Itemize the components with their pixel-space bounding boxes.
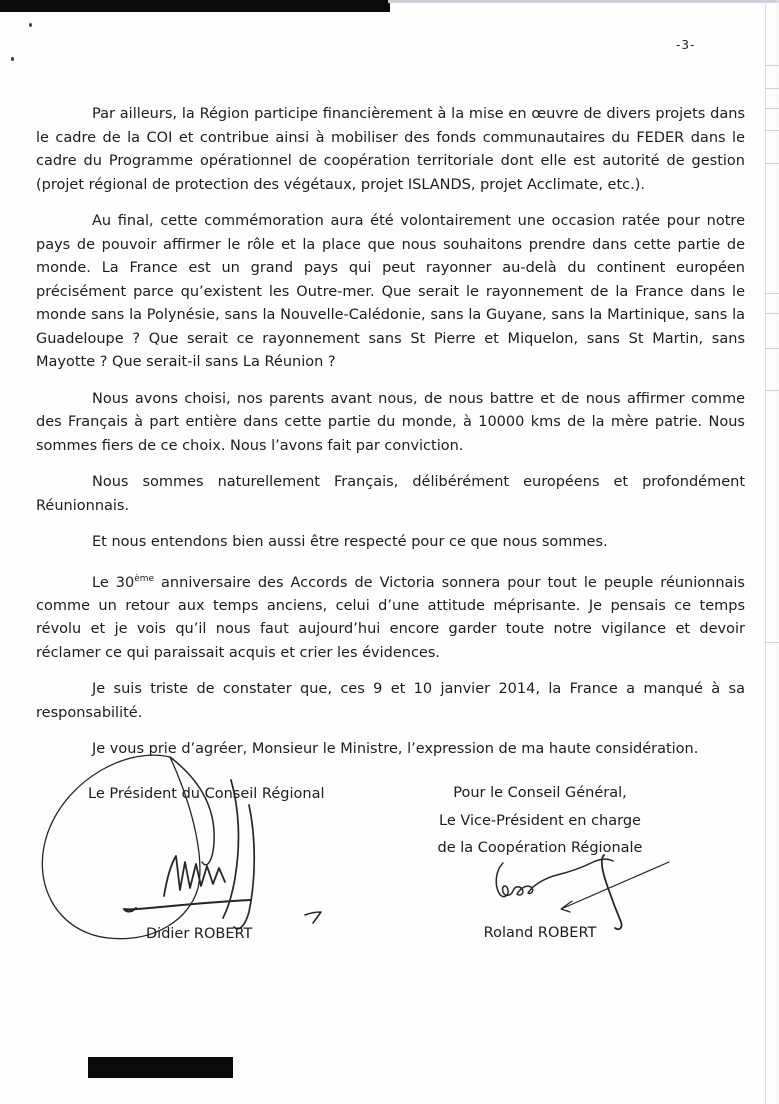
ruled-line-bleed (765, 293, 779, 294)
ruled-line-bleed (765, 108, 779, 109)
paragraph-coi-projects: Par ailleurs, la Région participe financièrement à la mise en œuvre de divers projets dans le cadre de la COI et contribue ainsi à mobiliser des fonds communautaires du FEDER dans le cadre du Programme opérationnel de coopération territoriale dont elle est autorité de gestion (projet régional de protection des végétaux, projet ISLANDS, projet Acclimate, etc.). (36, 106, 745, 193)
ruled-line-bleed (765, 65, 779, 66)
ink-speck (11, 57, 14, 61)
page-number: -3- (676, 38, 696, 52)
ordinal-superscript: ème (134, 573, 155, 584)
signer-title-right-line1: Pour le Conseil Général, (453, 785, 627, 801)
paragraph-francais-europeens: Nous sommes naturellement Français, délibérément européens et profondément Réunionnais. (36, 474, 745, 514)
scan-artifact-top-edge-line (388, 0, 779, 3)
ruled-line-bleed (765, 163, 779, 164)
scan-artifact-top-bar (0, 0, 390, 12)
signature-didier-robert (28, 750, 328, 945)
ruled-line-bleed (765, 88, 779, 89)
paragraph-accords-victoria (36, 568, 745, 666)
pen-mark-arrow (303, 908, 325, 926)
ruled-line-bleed (765, 130, 779, 131)
ruled-line-bleed (765, 348, 779, 349)
signature-roland-robert (455, 850, 705, 935)
signer-title-right-line2: Le Vice-Président en charge (439, 812, 641, 829)
paragraph-text: anniversaire des Accords de Victoria sonnera pour tout le peuple réunionnais comme un retour aux temps anciens, celui d’une attitude méprisante. Je pensais ce temps révolu et je vois qu’il nous faut aujourd’hui encore garder toute notre vigilance et devoir réclamer ce qui paraissait acquis et crier les évidences. (36, 574, 745, 661)
scan-artifact-bottom-bar (88, 1057, 233, 1078)
ruled-line-bleed (765, 642, 779, 643)
paragraph-commemoration: Au final, cette commémoration aura été volontairement une occasion ratée pour notre pays de pouvoir affirmer le rôle et la place que nous souhaitons prendre dans cette partie de monde. La France est un grand pays qui peut rayonner au-delà du continent européen précisément parce qu’existent les Outre-mer. Que serait le rayonnement de la France dans le monde sans la Polynésie, sans la Nouvelle-Calédonie, sans la Guyane, sans la Martinique, sans la Guadeloupe ? Que serait ce rayonnement sans St Pierre et Miquelon, sans St Martin, sans Mayotte ? Que serait-il sans La Réunion ? (36, 213, 745, 370)
scan-artifact-right-edge-line (765, 0, 766, 1104)
ruled-line-bleed (765, 390, 779, 391)
ruled-line-bleed (765, 313, 779, 314)
signer-title-right-line3: de la Coopération Régionale (437, 840, 643, 856)
paragraph-choix: Nous avons choisi, nos parents avant nous, de nous battre et de nous affirmer comme des Français à part entière dans cette partie du monde, à 10000 kms de la mère patrie. Nous sommes fiers de ce choix. Nous l’avons fait par conviction. (36, 390, 745, 454)
signer-name-left: Didier ROBERT (146, 926, 253, 942)
paragraph-text: Le 30 (92, 574, 135, 591)
scan-artifact-right-edge-line-2 (777, 0, 778, 1104)
letter-body (36, 103, 745, 775)
paragraph-formule-politesse: Je vous prie d’agréer, Monsieur le Ministre, l’expression de ma haute considération. (92, 741, 699, 758)
ink-speck (29, 23, 32, 27)
paragraph-triste: Je suis triste de constater que, ces 9 et 10 janvier 2014, la France a manqué à sa responsabilité. (36, 681, 745, 721)
signer-title-left: Le Président du Conseil Régional (88, 786, 325, 802)
paragraph-respect: Et nous entendons bien aussi être respecté pour ce que nous sommes. (92, 534, 608, 550)
signer-name-right: Roland ROBERT (483, 925, 597, 941)
